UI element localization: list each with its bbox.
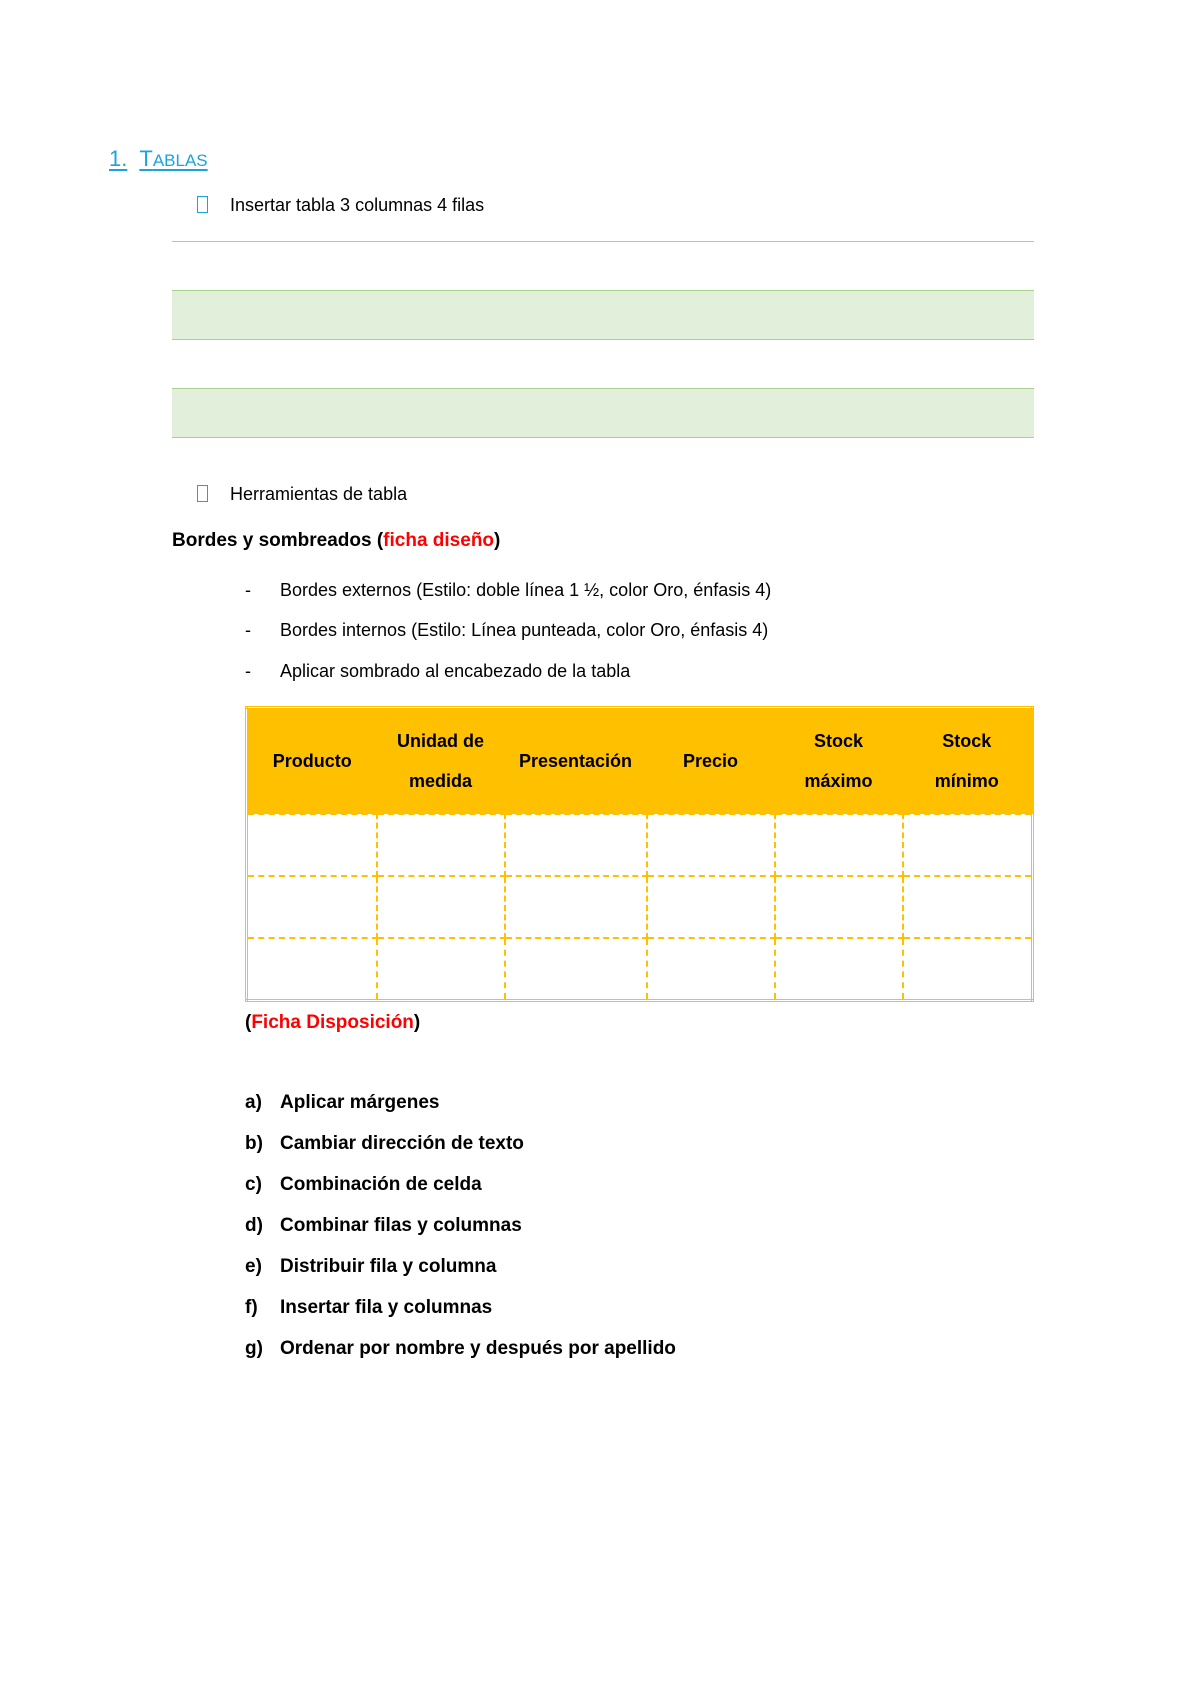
table-row xyxy=(172,339,1034,388)
list-letter: c) xyxy=(245,1174,262,1195)
table-cell xyxy=(647,876,775,938)
list-item xyxy=(245,1338,676,1379)
bullet-item xyxy=(197,195,484,216)
table-row xyxy=(247,938,1033,1001)
list-item xyxy=(245,580,771,601)
list-item-text: Aplicar márgenes xyxy=(280,1092,440,1113)
heading-number: 1. xyxy=(109,146,128,171)
table-cell xyxy=(377,814,505,876)
column-header: Unidad de medida xyxy=(377,708,505,815)
list-letter: e) xyxy=(245,1256,262,1277)
list-item xyxy=(245,1215,676,1256)
table-row xyxy=(172,388,1034,438)
heading-title-rest: ABLAS xyxy=(152,151,208,170)
list-item xyxy=(245,1133,676,1174)
table-cell xyxy=(647,938,775,1001)
table-cell xyxy=(775,938,903,1001)
list-item xyxy=(245,1297,676,1338)
bullet-icon xyxy=(197,485,208,502)
list-letter: d) xyxy=(245,1215,263,1236)
list-letter: a) xyxy=(245,1092,262,1113)
heading-title-initial: T xyxy=(139,146,153,171)
column-header: Producto xyxy=(247,708,377,815)
dash-mark: - xyxy=(245,580,251,600)
layout-note xyxy=(245,1012,420,1034)
table-cell xyxy=(775,814,903,876)
table-cell xyxy=(647,814,775,876)
list-item-text: Insertar fila y columnas xyxy=(280,1297,493,1318)
table-row xyxy=(172,290,1034,339)
list-item-text: Combinar filas y columnas xyxy=(280,1215,522,1236)
section-heading xyxy=(109,146,208,172)
column-header: Stock máximo xyxy=(775,708,903,815)
list-item xyxy=(245,661,630,682)
bullet-item xyxy=(197,484,407,505)
list-item xyxy=(245,1256,676,1297)
table-cell xyxy=(903,814,1033,876)
bullet-text: Herramientas de tabla xyxy=(230,484,408,504)
column-header: Precio xyxy=(647,708,775,815)
table-cell xyxy=(505,814,647,876)
list-item-text: Cambiar dirección de texto xyxy=(280,1133,524,1154)
column-header: Stock mínimo xyxy=(903,708,1033,815)
table-cell xyxy=(903,938,1033,1001)
bullet-icon xyxy=(197,196,208,213)
list-item-text: Ordenar por nombre y después por apellido xyxy=(280,1338,676,1359)
products-table xyxy=(245,706,1034,1002)
list-item xyxy=(245,1092,676,1133)
borders-subheading xyxy=(172,530,500,552)
list-item xyxy=(245,1174,676,1215)
list-item-text: Combinación de celda xyxy=(280,1174,482,1195)
list-item-text: Distribuir fila y columna xyxy=(280,1256,497,1277)
list-letter: f) xyxy=(245,1297,258,1318)
bullet-text: Insertar tabla 3 columnas 4 filas xyxy=(230,195,485,215)
table-cell xyxy=(377,938,505,1001)
list-item-text: Bordes internos (Estilo: Línea punteada, color Oro, énfasis 4) xyxy=(280,620,769,640)
list-item xyxy=(245,620,768,641)
table-row xyxy=(247,814,1033,876)
table-cell xyxy=(247,876,377,938)
list-letter: b) xyxy=(245,1133,263,1154)
list-item-text: Bordes externos (Estilo: doble línea 1 ½, color Oro, énfasis 4) xyxy=(280,580,772,600)
table-header-row xyxy=(247,708,1033,815)
table-cell xyxy=(377,876,505,938)
table-row xyxy=(247,876,1033,938)
table-cell xyxy=(247,938,377,1001)
subheading-red-text: ficha diseño xyxy=(383,530,495,551)
layout-list xyxy=(245,1092,676,1379)
table-cell xyxy=(505,938,647,1001)
table-cell xyxy=(247,814,377,876)
list-letter: g) xyxy=(245,1338,263,1359)
column-header: Presentación xyxy=(505,708,647,815)
table-cell xyxy=(775,876,903,938)
table-cell xyxy=(505,876,647,938)
green-sample-table xyxy=(172,241,1034,438)
dash-mark: - xyxy=(245,620,251,640)
layout-note-red-text: Ficha Disposición xyxy=(251,1012,414,1033)
subheading-text: Bordes y sombreados ( xyxy=(172,530,384,551)
list-item-text: Aplicar sombrado al encabezado de la tabla xyxy=(280,661,631,681)
layout-note-close: ) xyxy=(413,1012,421,1033)
table-cell xyxy=(903,876,1033,938)
subheading-close: ) xyxy=(494,530,501,551)
layout-note-open: ( xyxy=(245,1012,252,1033)
dash-mark: - xyxy=(245,661,251,681)
table-row xyxy=(172,241,1034,290)
